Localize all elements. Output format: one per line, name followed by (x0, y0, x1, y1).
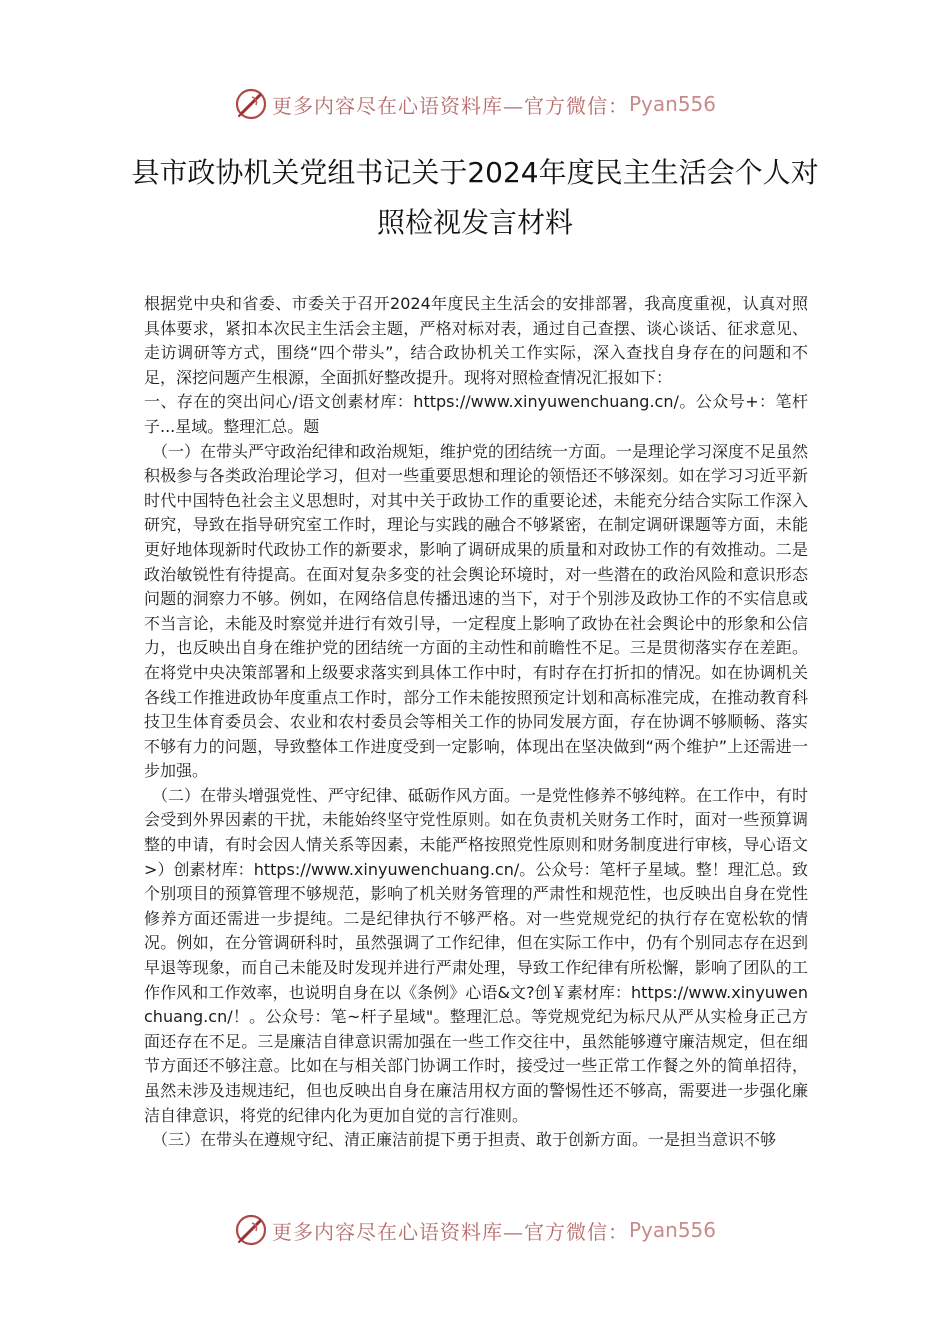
watermark-banner-top (0, 82, 950, 126)
watermark-text: 更多内容尽在心语资料库—官方微信： (271, 1219, 629, 1244)
intro-paragraph: 根据党中央和省委、市委关于召开2024年度民主生活会的安排部署，我高度重视，认真对照具体要求，紧扣本次民主生活会主题，严格对标对表，通过自己查摆、谈心谈话、征求意见、走访调研等方式，围绕“四个带头”，结合政协机关工作实际，深入查找自身存在的问题和不足，深挖问题产生根源，全面抓好整改提升。现将对照检查情况汇报如下： (144, 294, 808, 387)
section-heading: 一、存在的突出问心/语文创素材库：https://www.xinyuwenchuang.cn/。公众号+：笔杆子...星域。整理汇总。题 (144, 392, 808, 436)
watermark-wechat-id: Pyan556 (628, 92, 716, 116)
watermark-text: 更多内容尽在心语资料库—官方微信： (271, 93, 629, 118)
section-paragraph-2: （二）在带头增强党性、严守纪律、砥砺作风方面。一是党性修养不够纯粹。在工作中，有时会受到外界因素的干扰，未能始终坚守党性原则。如在负责机关财务工作时，面对一些预算调整的申请，有时会因人情关系等因素，未能严格按照党性原则和财务制度进行审核，导心语文>）创素材库：https://www.xinyuwenchuang.cn/。公众号：笔杆子星域。整！理汇总。致个别项目的预算管理不够规范，影响了机关财务管理的严肃性和规范性，也反映出自身在党性修养方面还需进一步提纯。二是纪律执行不够严格。对一些党规党纪的执行存在宽松软的情况。例如，在分管调研科时，虽然强调了工作纪律，但在实际工作中，仍有个别同志存在迟到早退等现象，而自己未能及时发现并进行严肃处理，导致工作纪律有所松懈，影响了团队的工作作风和工作效率，也说明自身在以《条例》心语&文?创￥素材库：https://www.xinyuwenchuang.cn/！。公众号：笔~杆子星域"。整理汇总。等党规党纪为标尺从严从实检身正己方面还存在不足。三是廉洁自律意识需加强在一些工作交往中，虽然能够遵守廉洁规定，但在细节方面还不够注意。比如在与相关部门协调工作时，接受过一些正常工作餐之外的简单招待，虽然未涉及违规违纪，但也反映出自身在廉洁用权方面的警惕性还不够高，需要进一步强化廉洁自律意识，将党的纪律内化为更加自觉的言行准则。 (144, 785, 809, 1125)
document-body (144, 292, 808, 1153)
section-paragraph-1: （一）在带头严守政治纪律和政治规矩，维护党的团结统一方面。一是理论学习深度不足虽然积极参与各类政治理论学习，但对一些重要思想和理论的领悟还不够深刻。如在学习习近平新时代中国特色社会主义思想时，对其中关于政协工作的重要论述，未能充分结合实际工作深入研究，导致在指导研究室工作时，理论与实践的融合不够紧密，在制定调研课题等方面，未能更好地体现新时代政协工作的新要求，影响了调研成果的质量和对政协工作的有效推动。二是政治敏锐性有待提高。在面对复杂多变的社会舆论环境时，对一些潜在的政治风险和意识形态问题的洞察力不够。例如，在网络信息传播迅速的当下，对于个别涉及政协工作的不实信息或不当言论，未能及时察觉并进行有效引导，一定程度上影响了政协在社会舆论中的形象和公信力，也反映出自身在维护党的团结统一方面的主动性和前瞻性不足。三是贯彻落实存在差距。在将党中央决策部署和上级要求落实到具体工作中时，有时存在打折扣的情况。如在协调机关各线工作推进政协年度重点工作时，部分工作未能按照预定计划和高标准完成，在推动教育科技卫生体育委员会、农业和农村委员会等相关工作的协同发展方面，存在协调不够顺畅、落实不够有力的问题，导致整体工作进度受到一定影响，体现出在坚决做到“两个维护”上还需进一步加强。 (144, 441, 809, 781)
watermark-banner-bottom (0, 1208, 950, 1252)
pen-circle-logo-icon (234, 1213, 268, 1247)
watermark-wechat-id: Pyan556 (628, 1218, 716, 1242)
section-paragraph-3: （三）在带头在遵规守纪、清正廉洁前提下勇于担责、敢于创新方面。一是担当意识不够 (152, 1130, 777, 1150)
document-title: 县市政协机关党组书记关于2024年度民主生活会个人对照检视发言材料 (131, 156, 819, 239)
pen-circle-logo-icon (234, 87, 268, 121)
